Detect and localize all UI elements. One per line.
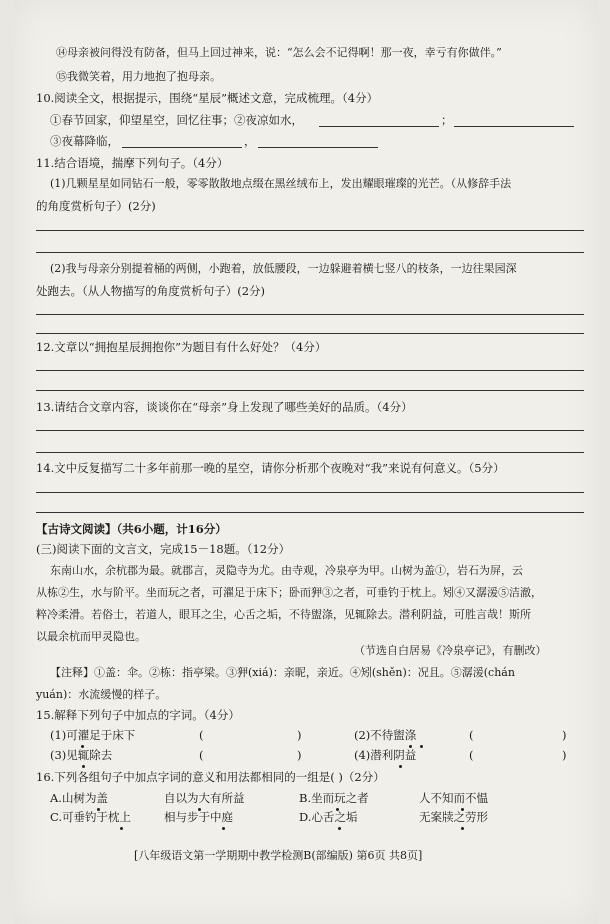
section-subheading: (三)阅读下面的文言文，完成15－18题。（12分） (36, 542, 291, 556)
emphasis-dot (222, 827, 225, 830)
question-11-part-1-cont: 的角度赏析句子）(2分) (36, 199, 156, 213)
section-heading: 【古诗文阅读】（共6小题，计16分） (36, 522, 227, 536)
question-14-prompt: 14.文中反复描写二十多年前那一晚的星空，请你分析那个夜晚对“我”来说有何意义。（5分） (36, 461, 505, 475)
emphasis-dot (399, 765, 402, 768)
answer-line[interactable] (36, 252, 584, 253)
emphasis-dot (120, 827, 123, 830)
exam-page (14, 0, 598, 924)
question-12-prompt: 12.文章以“拥抱星辰拥抱你”为题目有什么好处？（4分） (36, 340, 327, 354)
question-10-comma: ， (244, 134, 256, 148)
answer-line[interactable] (36, 430, 584, 431)
option-d-right: 无案牍之劳形 (419, 810, 488, 824)
option-d-left[interactable]: D.心舌之垢 (299, 810, 358, 824)
question-11-prompt: 11.结合语境，揣摩下列句子。（4分） (36, 156, 229, 170)
page-footer: [八年级语文第一学期期中教学检测B(部编版) 第6页 共8页] (134, 849, 423, 862)
question-11-part-2-cont: 处跑去。（从人物描写的角度赏析句子）(2分) (36, 284, 266, 298)
answer-paren-open: ( (199, 748, 204, 762)
answer-line[interactable] (36, 370, 584, 371)
answer-paren-close: ) (297, 748, 302, 762)
question-13-prompt: 13.请结合文章内容，谈谈你在“母亲”身上发现了哪些美好的品质。（4分） (36, 400, 413, 414)
emphasis-dot (338, 827, 341, 830)
passage-line: 粹冷柔滑。若俗士，若道人，眼耳之尘，心舌之垢，不待盥涤，见辄除去。潜利阴益，可胜言哉！斯所 (36, 608, 531, 621)
notes-line: 【注释】①盖：伞。②栋：指亭梁。③狎(xiá)：亲昵，亲近。④矧(shěn)：况且。⑤潺湲(chán (50, 666, 515, 679)
answer-paren-open: ( (469, 728, 474, 742)
passage-line: 从栋②生，水与阶平。坐而玩之者，可濯足于床下；卧而狎③之者，可垂钓于枕上。矧④又潺湲⑤洁澈， (36, 586, 542, 599)
answer-line[interactable] (36, 390, 584, 391)
passage-paragraph-14: ⑭母亲被问得没有防备，但马上回过神来，说：“怎么会不记得啊！那一夜，幸亏有你做伴。” (56, 46, 502, 59)
option-c-left[interactable]: C.可垂钓于枕上 (50, 810, 132, 824)
question-11-part-1: (1)几颗星星如同钻石一般，零零散散地点缀在黑丝绒布上，发出耀眼璀璨的光芒。（从修辞手法 (50, 177, 512, 190)
option-c-right: 相与步于中庭 (164, 810, 233, 824)
answer-paren-open: ( (469, 748, 474, 762)
emphasis-dot (461, 827, 464, 830)
option-a-left[interactable]: A.山树为盖 (50, 791, 108, 805)
question-15-item-4: (4)潜利阴益 (354, 748, 417, 762)
answer-line[interactable] (36, 512, 584, 513)
answer-line[interactable] (36, 333, 584, 334)
answer-blank[interactable] (454, 126, 574, 127)
answer-line[interactable] (36, 452, 584, 453)
answer-line[interactable] (36, 314, 584, 315)
answer-line[interactable] (36, 492, 584, 493)
question-16-prompt: 16.下列各组句子中加点字词的意义和用法都相同的一组是( )（2分） (36, 770, 385, 784)
answer-paren-close: ) (562, 728, 567, 742)
question-15-item-1: (1)可濯足于床下 (50, 728, 136, 742)
answer-paren-open: ( (199, 728, 204, 742)
passage-line: 以最余杭而甲灵隐也。 (36, 630, 146, 643)
question-10-prompt: 10.阅读全文，根据提示，围绕“星辰”概述文意，完成梳理。（4分） (36, 91, 379, 105)
passage-source: （节选自白居易《冷泉亭记》，有删改） (354, 644, 547, 657)
question-10-line-2: ③夜幕降临， (50, 134, 119, 148)
question-15-prompt: 15.解释下列句子中加点的字词。（4分） (36, 708, 240, 722)
answer-paren-close: ) (297, 728, 302, 742)
emphasis-dot (82, 765, 85, 768)
option-b-right: 人不知而不愠 (419, 791, 488, 805)
question-10-line-1: ①春节回家，仰望星空，回忆往事；②夜凉如水， (50, 113, 303, 127)
answer-blank[interactable] (319, 126, 439, 127)
option-b-left[interactable]: B.坐而玩之者 (299, 791, 369, 805)
question-15-item-2: (2)不待盥涤 (354, 728, 417, 742)
option-a-right: 自以为大有所益 (164, 791, 245, 805)
question-11-part-2: (2)我与母亲分别提着桶的两侧，小跑着，放低腰段，一边躲避着横七竖八的枝条，一边往果园深 (50, 262, 517, 275)
answer-blank[interactable] (258, 147, 378, 148)
passage-line: 东南山水，余杭郡为最。就郡言，灵隐寺为尤。由寺观，冷泉亭为甲。山树为盖①，岩石为屏，云 (50, 564, 523, 577)
question-15-item-3: (3)见辄除去 (50, 748, 113, 762)
answer-paren-close: ) (562, 748, 567, 762)
emphasis-dot (420, 745, 423, 748)
question-10-separator: ； (441, 113, 453, 127)
answer-line[interactable] (36, 230, 584, 231)
notes-line: yuán)：水流缓慢的样子。 (36, 688, 167, 701)
passage-paragraph-15: ⑮我微笑着，用力地抱了抱母亲。 (56, 70, 221, 83)
answer-blank[interactable] (122, 147, 242, 148)
